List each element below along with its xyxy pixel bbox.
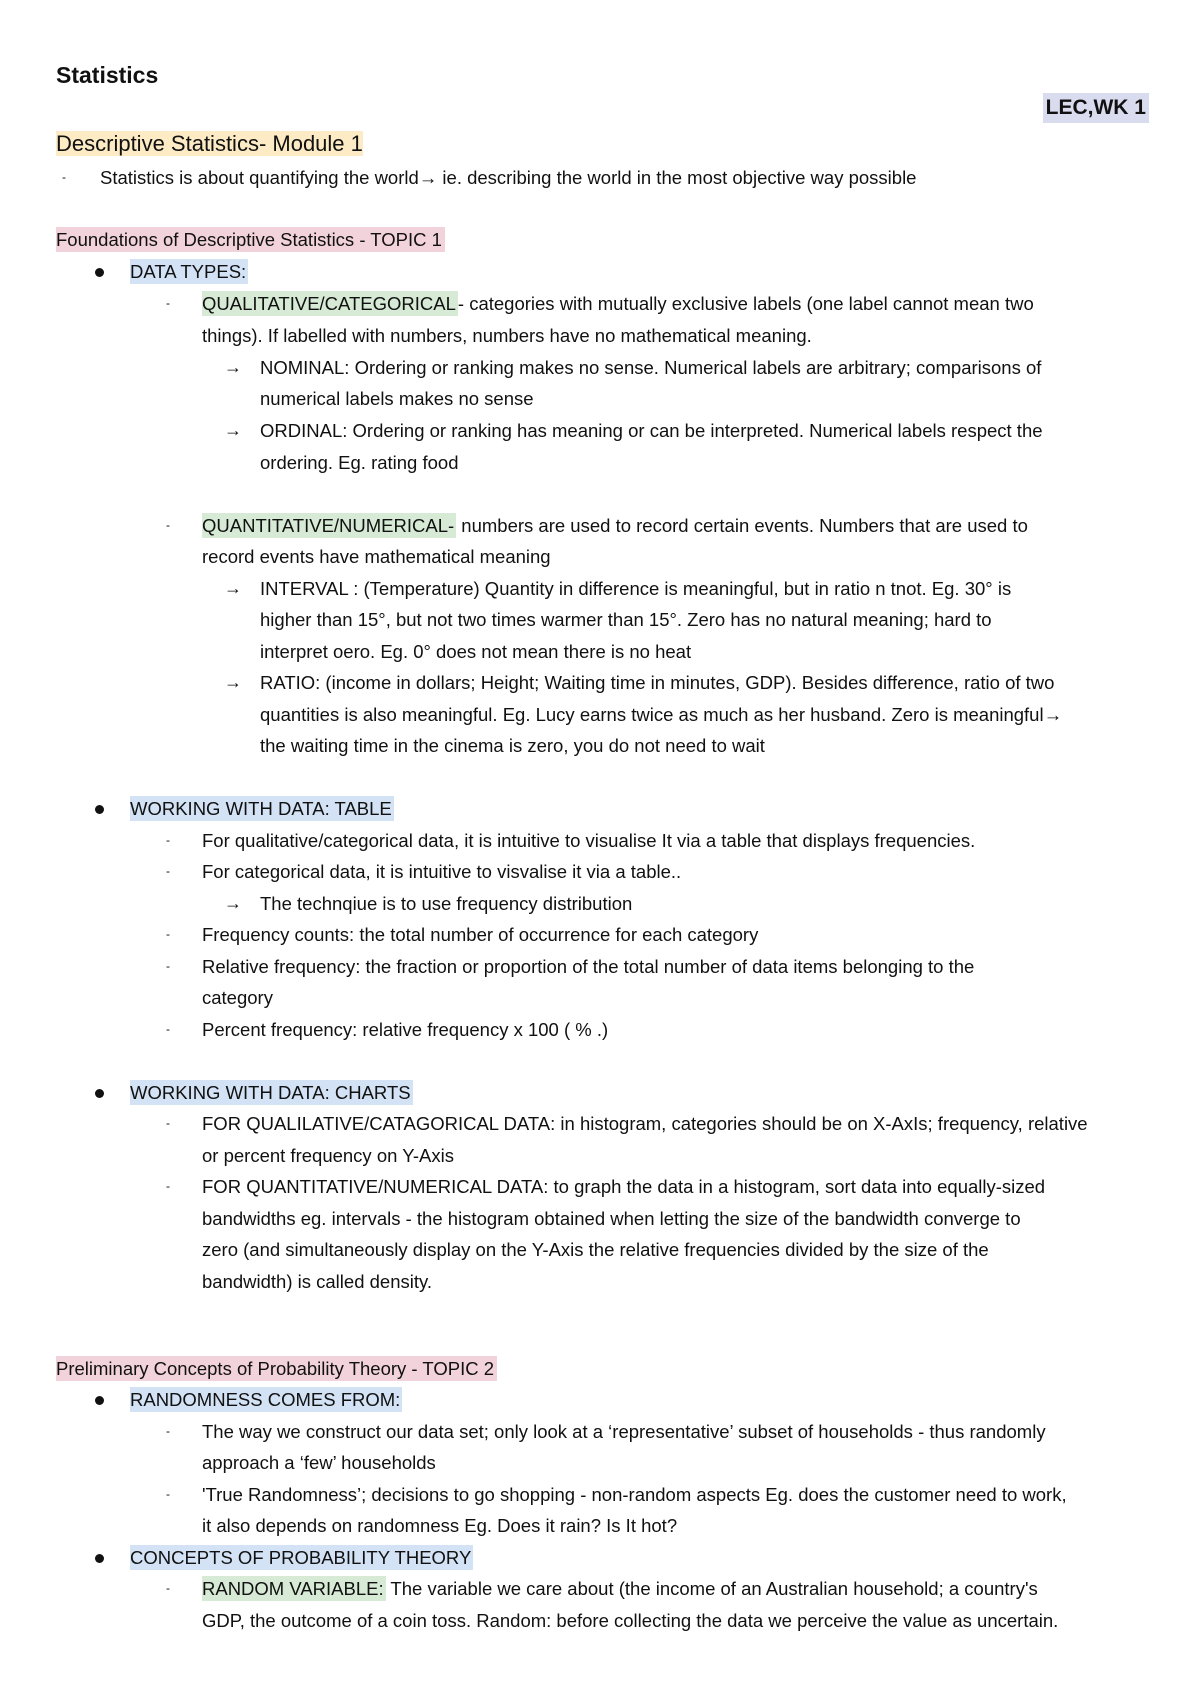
table-item: Frequency counts: the total number of occurrence for each category [202,924,759,945]
ratio-line-1: RATIO: (income in dollars; Height; Waiting time in minutes, GDP). Besides difference, ratio of two [260,672,1055,693]
interval-line-3: interpret oero. Eg. 0° does not mean there is no heat [260,641,692,662]
randomness-item: 'True Randomness’; decisions to go shopping - non-random aspects Eg. does the customer need to work, [202,1484,1067,1505]
table-item: category [202,987,273,1008]
randomness-item: The way we construct our data set; only look at a ‘representative’ subset of households - thus randomly [202,1421,1046,1442]
arrow-icon: → [224,357,242,377]
qualitative-label: QUALITATIVE/CATEGORICAL [202,293,456,314]
quantitative-line-2: record events have mathematical meaning [202,546,551,567]
qualitative-line-1 [202,288,1034,320]
arrow-icon: → [224,578,242,598]
table-item: Relative frequency: the fraction or proportion of the total number of data items belonging to the [202,956,975,977]
nominal-line-1: NOMINAL: Ordering or ranking makes no sense. Numerical labels are arbitrary; comparisons of [260,357,1042,378]
quantitative-label: QUANTITATIVE/NUMERICAL- [202,515,455,536]
module-heading [56,128,363,160]
quantitative-line-1 [202,510,1028,542]
dash-marker: - [166,1179,170,1193]
bullet-dot [95,805,104,814]
nominal-line-2: numerical labels makes no sense [260,388,534,409]
data-types-label [130,256,248,288]
table-item: For qualitative/categorical data, it is intuitive to visualise It via a table that displays frequencies. [202,830,976,851]
bullet-dot [95,1396,104,1405]
dash-marker: - [166,959,170,973]
charts-item: FOR QUANTITATIVE/NUMERICAL DATA: to graph the data in a histogram, sort data into equally-sized [202,1176,1046,1197]
dash-marker: - [62,170,66,184]
randomness-label [130,1384,402,1416]
randomness-item: approach a ‘few’ households [202,1452,436,1473]
random-variable-line-1 [202,1573,1038,1605]
concepts-label [130,1542,473,1574]
topic1-heading [56,224,445,256]
concepts-label-text: CONCEPTS OF PROBABILITY THEORY [130,1547,472,1568]
module-heading-text: Descriptive Statistics- Module 1 [56,131,363,156]
dash-marker: - [166,1424,170,1438]
charts-section-label-text: WORKING WITH DATA: CHARTS [130,1082,411,1103]
dash-marker: - [166,296,170,310]
arrow-icon: → [224,893,242,913]
table-item: For categorical data, it is intuitive to visvalise it via a table.. [202,861,682,882]
bullet-dot [95,268,104,277]
dash-marker: - [166,1116,170,1130]
quantitative-text-1: numbers are used to record certain events. Numbers that are used to [456,515,1028,536]
intro-text: Statistics is about quantifying the world→ ie. describing the world in the most objective way possible [100,167,917,188]
charts-item: zero (and simultaneously display on the Y-Axis the relative frequencies divided by the size of the [202,1239,989,1260]
qualitative-line-2: things). If labelled with numbers, numbers have no mathematical meaning. [202,325,812,346]
lecture-week-tag: LEC,WK 1 [1043,93,1149,123]
dash-marker: - [166,1487,170,1501]
dash-marker: - [166,864,170,878]
dash-marker: - [166,1022,170,1036]
charts-item: FOR QUALILATIVE/CATAGORICAL DATA: in histogram, categories should be on X-AxIs; frequency, relative [202,1113,1088,1134]
topic1-heading-text: Foundations of Descriptive Statistics - TOPIC 1 [56,227,445,252]
random-variable-text-1: The variable we care about (the income of an Australian household; a country's [385,1578,1038,1599]
table-section-label-text: WORKING WITH DATA: TABLE [130,798,392,819]
charts-item: bandwidth) is called density. [202,1271,433,1292]
topic2-heading-text: Preliminary Concepts of Probability Theory - TOPIC 2 [56,1356,497,1381]
data-types-label-text: DATA TYPES: [130,261,247,282]
dash-marker: - [166,833,170,847]
dash-marker: - [166,1581,170,1595]
ratio-line-3: the waiting time in the cinema is zero, you do not need to wait [260,735,765,756]
dash-marker: - [166,518,170,532]
ordinal-line-1: ORDINAL: Ordering or ranking has meaning or can be interpreted. Numerical labels respect the [260,420,1043,441]
table-section-label [130,793,394,825]
ordinal-line-2: ordering. Eg. rating food [260,452,459,473]
randomness-label-text: RANDOMNESS COMES FROM: [130,1389,401,1410]
random-variable-line-2: GDP, the outcome of a coin toss. Random: before collecting the data we perceive the value as uncertain. [202,1610,1059,1631]
document-title: Statistics [56,62,159,88]
interval-line-1: INTERVAL : (Temperature) Quantity in difference is meaningful, but in ratio n tnot. Eg. 30° is [260,578,1012,599]
charts-item: bandwidths eg. intervals - the histogram obtained when letting the size of the bandwidth converge to [202,1208,1021,1229]
dash-marker: - [166,927,170,941]
interval-line-2: higher than 15°, but not two times warmer than 15°. Zero has no natural meaning; hard to [260,609,992,630]
topic2-heading [56,1353,497,1385]
table-item: The technqiue is to use frequency distribution [260,893,633,914]
qualitative-text-1: - categories with mutually exclusive labels (one label cannot mean two [457,293,1034,314]
randomness-item: it also depends on randomness Eg. Does it rain? Is It hot? [202,1515,678,1536]
arrow-icon: → [224,672,242,692]
charts-section-label [130,1077,413,1109]
bullet-dot [95,1089,104,1098]
arrow-icon: → [224,420,242,440]
bullet-dot [95,1554,104,1563]
charts-item: or percent frequency on Y-Axis [202,1145,454,1166]
ratio-line-2: quantities is also meaningful. Eg. Lucy earns twice as much as her husband. Zero is meaningful→ [260,704,1063,725]
table-item: Percent frequency: relative frequency x 100 ( % .) [202,1019,609,1040]
random-variable-label: RANDOM VARIABLE: [202,1578,384,1599]
